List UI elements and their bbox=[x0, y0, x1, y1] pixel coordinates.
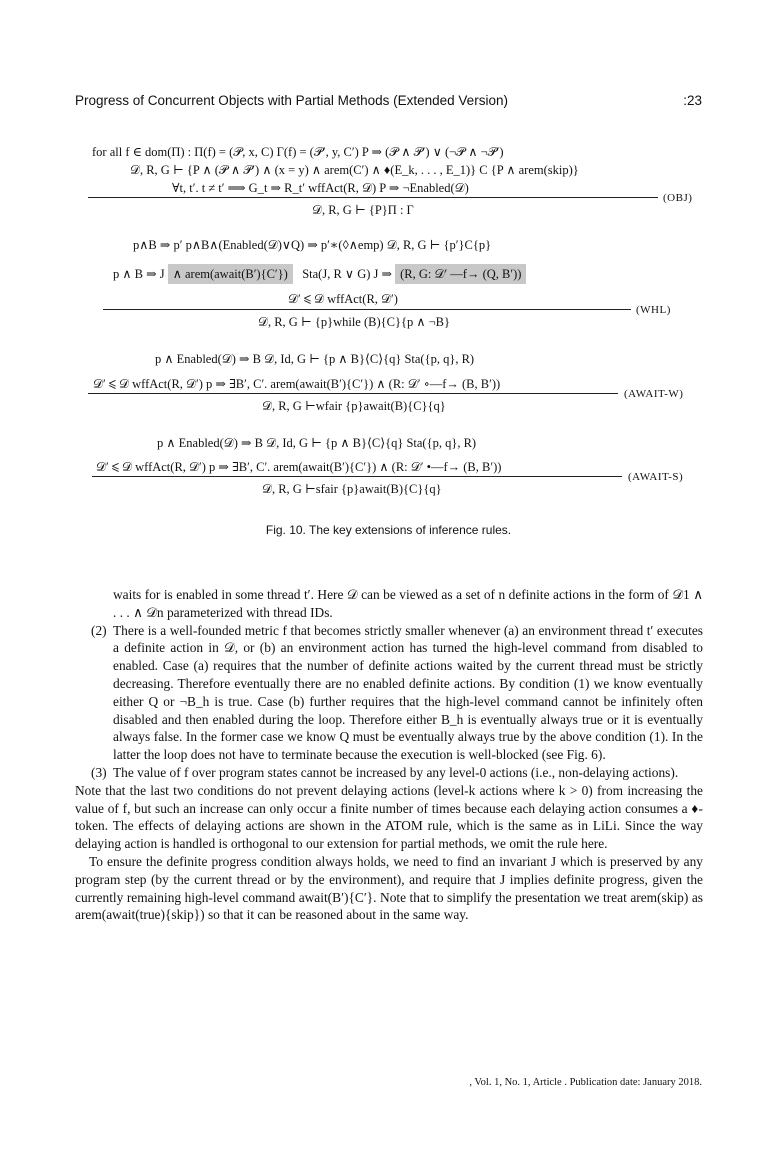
list-item-3 bbox=[75, 764, 703, 782]
await-s-premise-2: 𝒟′ ⩽ 𝒟 wffAct(R, 𝒟′) p ⇒ ∃B′, C′. arem(await(B′){C′}) ∧ (R: 𝒟′ •—f→ (B, B′)) bbox=[96, 460, 502, 474]
await-w-inference-bar bbox=[88, 393, 618, 394]
paragraph-continuation: waits for is enabled in some thread t′. Here 𝒟 can be viewed as a set of n definite actions in the form of 𝒟1 ∧ . . . ∧ 𝒟n parameterized with thread IDs. bbox=[113, 587, 703, 620]
list-item-3-number: (3) bbox=[91, 764, 107, 780]
header-page-number: :23 bbox=[683, 93, 702, 108]
whl-inference-bar bbox=[103, 309, 631, 310]
whl-highlight-definite: (R, G: 𝒟′ —f→ (Q, B′)) bbox=[395, 264, 526, 284]
obj-rule-name: (OBJ) bbox=[663, 192, 693, 204]
await-s-conclusion: 𝒟, R, G ⊢sfair {p}await(B){C}{q} bbox=[262, 482, 442, 496]
figure-caption: Fig. 10. The key extensions of inference rules. bbox=[265, 523, 512, 537]
whl-rule-name: (WHL) bbox=[636, 304, 671, 316]
await-s-premise-1: p ∧ Enabled(𝒟) ⇒ B 𝒟, Id, G ⊢ {p ∧ B}⟨C⟩{q} Sta({p, q}, R) bbox=[157, 436, 477, 450]
await-s-rule-name: (AWAIT-S) bbox=[628, 471, 684, 483]
page-footer: , Vol. 1, No. 1, Article . Publication date: January 2018. bbox=[469, 1077, 702, 1088]
whl-premise-2a: p ∧ B ⇒ J bbox=[113, 267, 165, 281]
obj-inference-bar bbox=[88, 197, 658, 198]
whl-conclusion: 𝒟, R, G ⊢ {p}while (B){C}{p ∧ ¬B} bbox=[258, 315, 451, 329]
whl-premise-2 bbox=[113, 266, 526, 282]
obj-conclusion: 𝒟, R, G ⊢ {P}Π : Γ bbox=[312, 203, 414, 217]
body-text bbox=[75, 586, 703, 924]
await-w-premise-2: 𝒟′ ⩽ 𝒟 wffAct(R, 𝒟′) p ⇒ ∃B′, C′. arem(await(B′){C′}) ∧ (R: 𝒟′ ∘—f→ (B, B′)) bbox=[93, 377, 501, 391]
list-item-2 bbox=[75, 622, 703, 764]
whl-premise-1: p∧B ⇒ p′ p∧B∧(Enabled(𝒟)∨Q) ⇒ p′∗(◊∧emp) 𝒟, R, G ⊢ {p′}C{p} bbox=[133, 238, 492, 252]
await-s-inference-bar bbox=[92, 476, 622, 477]
whl-premise-3: 𝒟′ ⩽ 𝒟 wffAct(R, 𝒟′) bbox=[288, 292, 398, 306]
await-w-premise-1: p ∧ Enabled(𝒟) ⇒ B 𝒟, Id, G ⊢ {p ∧ B}⟨C⟩{q} Sta({p, q}, R) bbox=[155, 352, 475, 366]
header-title: Progress of Concurrent Objects with Partial Methods (Extended Version) bbox=[75, 93, 508, 108]
whl-highlight-await: ∧ arem(await(B′){C′}) bbox=[168, 264, 293, 284]
await-w-rule-name: (AWAIT-W) bbox=[624, 388, 684, 400]
await-w-conclusion: 𝒟, R, G ⊢wfair {p}await(B){C}{q} bbox=[262, 399, 446, 413]
obj-premise-2: 𝒟, R, G ⊢ {P ∧ (𝒫 ∧ 𝒫′) ∧ (x = y) ∧ arem(C′) ∧ ♦(E_k, . . . , E_1)} C {P ∧ arem(skip)} bbox=[130, 163, 579, 177]
whl-premise-2b: Sta(J, R ∨ G) J ⇒ bbox=[302, 267, 392, 281]
paragraph-invariant: To ensure the definite progress condition always holds, we need to find an invariant J which is preserved by any program step (by the current thread or by the environment), and require that J implies definite progress, given the currently remaining high-level command await(B′){C′}. Note that to simplify the presentation we treat arem(skip) as arem(await(true){skip}) so that it can be reasoned about in the same way. bbox=[75, 853, 703, 923]
paragraph-note: Note that the last two conditions do not prevent delaying actions (level-k actions where k > 0) from increasing the value of f, but such an increase can only occur a finite number of times because each delaying action consumes a ♦-token. The effects of delaying actions are shown in the ATOM rule, which is the same as in LiLi. Since the way delaying action is handled is orthogonal to our extension for partial methods, we omit the rule here. bbox=[75, 782, 703, 852]
list-item-2-text: There is a well-founded metric f that becomes strictly smaller whenever (a) an environment thread t′ executes a definite action in 𝒟, or (b) an environment action has turned the high-level command from disabled to enabled. Case (a) requires that the number of definite actions waited by the current thread must be strictly decreasing. Therefore eventually there are no enabled definite actions. By condition (1) we know eventually either Q or ¬B_h is true. Case (b) further requires that the high-level command cannot be infinitely often disabled and then enabled during the loop. Therefore either B_h is eventually always true or it is eventually always false. In the former case we know Q must be eventually always true by the above condition (1). In the latter the loop does not have to terminate because the execution is well-blocked (see Fig. 6). bbox=[113, 622, 703, 763]
obj-premise-3: ∀t, t′. t ≠ t′ ⟹ G_t ⇒ R_t′ wffAct(R, 𝒟) P ⇒ ¬Enabled(𝒟) bbox=[172, 181, 469, 195]
list-item-3-text: The value of f over program states cannot be increased by any level-0 actions (i.e., non-delaying actions). bbox=[113, 764, 679, 780]
running-header bbox=[75, 93, 702, 108]
list-item-2-number: (2) bbox=[91, 622, 107, 638]
obj-premise-1: for all f ∈ dom(Π) : Π(f) = (𝒫, x, C) Γ(f) = (𝒫′, y, C′) P ⇒ (𝒫 ∧ 𝒫′) ∨ (¬𝒫 ∧ ¬𝒫′) bbox=[92, 145, 504, 159]
